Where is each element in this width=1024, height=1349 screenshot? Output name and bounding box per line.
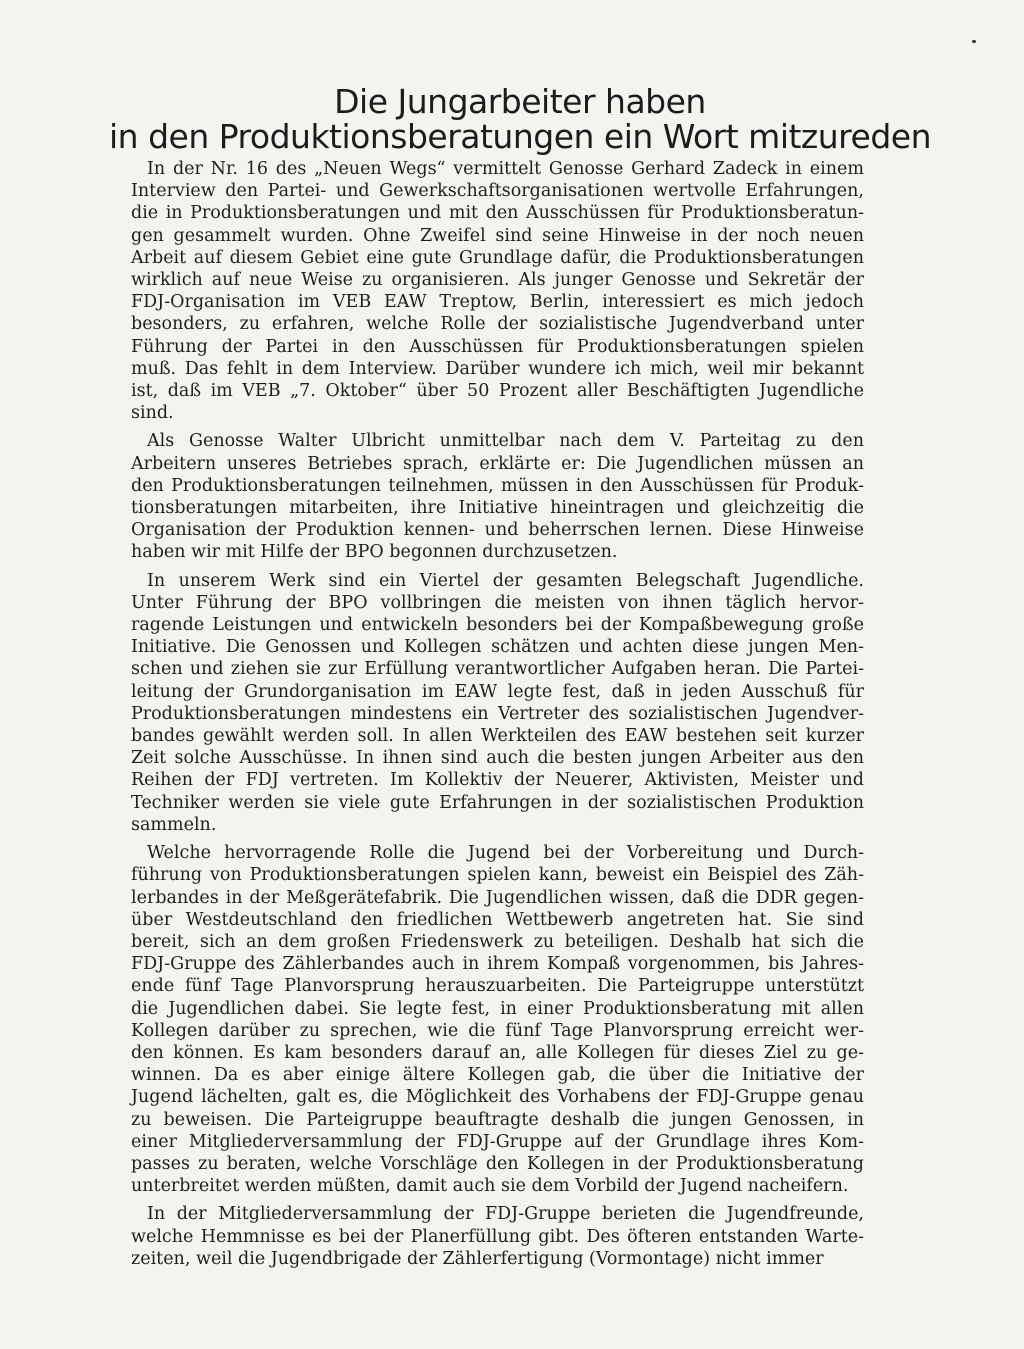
- text-line: Welche hervorragende Rolle die Jugend bei der Vorbereitung und Durch-: [147, 843, 864, 864]
- text-line: Jugend lächelten, galt es, die Möglichkeit des Vorhabens der FDJ-Gruppe genau: [131, 1087, 864, 1108]
- text-line: muß. Das fehlt in dem Interview. Darüber wundere ich mich, weil mir bekannt: [131, 358, 864, 379]
- text-line: In der Mitgliederversammlung der FDJ-Gruppe berieten die Jugendfreunde,: [147, 1204, 864, 1225]
- text-line: ragende Leistungen und entwickeln besonders bei der Kompaßbewegung große: [131, 615, 864, 636]
- text-line: FDJ-Gruppe des Zählerbandes auch in ihrem Kompaß vorgenommen, bis Jahres-: [131, 954, 864, 975]
- text-line: sind.: [131, 403, 174, 424]
- text-line: die Jugendlichen dabei. Sie legte fest, in einer Produktionsberatung mit allen: [131, 998, 864, 1019]
- text-line: bereit, sich an dem großen Friedenswerk zu beteiligen. Deshalb hat sich die: [131, 931, 864, 952]
- text-line: Interview den Partei- und Gewerkschaftsorganisationen wertvolle Erfahrungen,: [131, 181, 864, 202]
- scan-speck: [972, 40, 976, 43]
- text-line: schen und ziehen sie zur Erfüllung verantwortlicher Aufgaben heran. Die Partei-: [131, 659, 864, 680]
- text-line: tionsberatungen mitarbeiten, ihre Initiative hineintragen und gleichzeitig die: [131, 498, 864, 519]
- text-line: Kollegen darüber zu sprechen, wie die fünf Tage Planvorsprung erreicht wer-: [131, 1020, 864, 1041]
- paragraph: [131, 430, 864, 563]
- text-line: lerbandes in der Meßgerätefabrik. Die Jugendlichen wissen, daß die DDR gegen-: [131, 887, 864, 908]
- paragraph: [131, 158, 864, 424]
- text-line: Als Genosse Walter Ulbricht unmittelbar nach dem V. Parteitag zu den: [147, 431, 864, 452]
- text-line: leitung der Grundorganisation im EAW legte fest, daß in jeden Ausschuß für: [131, 681, 864, 702]
- text-line: bandes gewählt werden soll. In allen Werkteilen des EAW bestehen seit kurzer: [131, 726, 864, 747]
- text-line: Arbeitern unseres Betriebes sprach, erklärte er: Die Jugendlichen müssen an: [131, 453, 864, 474]
- text-line: sammeln.: [131, 814, 217, 835]
- text-line: unterbreitet werden müßten, damit auch sie dem Vorbild der Jugend nacheifern.: [131, 1176, 849, 1197]
- text-line: Führung der Partei in den Ausschüssen für Produktionsberatungen spielen: [131, 336, 864, 357]
- article-title-line-1: Die Jungarbeiter haben: [334, 82, 706, 121]
- text-line: Zeit solche Ausschüsse. In ihnen sind auch die besten jungen Arbeiter aus den: [131, 748, 864, 769]
- paragraph: [131, 842, 864, 1197]
- text-line: ist, daß im VEB „7. Oktober“ über 50 Prozent aller Beschäftigten Jugendliche: [131, 381, 864, 402]
- text-line: FDJ-Organisation im VEB EAW Treptow, Berlin, interessiert es mich jedoch: [131, 292, 864, 313]
- text-line: führung von Produktionsberatungen spielen kann, beweist ein Beispiel des Zäh-: [131, 865, 864, 886]
- text-line: den Produktionsberatungen teilnehmen, müssen in den Ausschüssen für Produk-: [131, 475, 864, 496]
- article-body: [131, 158, 864, 1276]
- text-line: passes zu beraten, welche Vorschläge den Kollegen in der Produktionsberatung: [131, 1153, 864, 1174]
- text-line: einer Mitgliederversammlung der FDJ-Gruppe auf der Grundlage ihres Kom-: [131, 1131, 864, 1152]
- paragraph: [131, 570, 864, 836]
- text-line: Arbeit auf diesem Gebiet eine gute Grundlage dafür, die Produktionsberatungen: [131, 247, 864, 268]
- text-line: In unserem Werk sind ein Viertel der gesamten Belegschaft Jugendliche.: [147, 570, 864, 591]
- text-line: Produktionsberatungen mindestens ein Vertreter des sozialistischen Jugendver-: [131, 703, 864, 724]
- text-line: über Westdeutschland den friedlichen Wettbewerb angetreten hat. Sie sind: [131, 909, 864, 930]
- paragraph: [131, 1203, 864, 1270]
- text-line: besonders, zu erfahren, welche Rolle der sozialistische Jugendverband unter: [131, 314, 864, 335]
- text-line: gen gesammelt wurden. Ohne Zweifel sind seine Hinweise in der noch neuen: [131, 225, 864, 246]
- text-line: In der Nr. 16 des „Neuen Wegs“ vermittelt Genosse Gerhard Zadeck in einem: [147, 159, 864, 179]
- text-line: die in Produktionsberatungen und mit den Ausschüssen für Produktionsberatun-: [131, 203, 864, 224]
- text-line: haben wir mit Hilfe der BPO begonnen durchzusetzen.: [131, 542, 618, 563]
- text-line: welche Hemmnisse es bei der Planerfüllung gibt. Des öfteren entstanden Warte-: [131, 1226, 864, 1247]
- text-line: Reihen der FDJ vertreten. Im Kollektiv der Neuerer, Aktivisten, Meister und: [131, 770, 864, 791]
- text-line: Initiative. Die Genossen und Kollegen schätzen und achten diese jungen Men-: [131, 637, 864, 658]
- text-line: zeiten, weil die Jugendbrigade der Zählerfertigung (Vormontage) nicht immer: [131, 1248, 824, 1269]
- text-line: ende fünf Tage Planvorsprung herauszuarbeiten. Die Parteigruppe unterstützt: [131, 976, 864, 997]
- text-line: Organisation der Produktion kennen- und beherrschen lernen. Diese Hinweise: [131, 520, 864, 541]
- article-title-line-2: in den Produktionsberatungen ein Wort mitzureden: [109, 117, 931, 156]
- text-line: Unter Führung der BPO vollbringen die meisten von ihnen täglich hervor-: [131, 592, 864, 613]
- text-line: den können. Es kam besonders darauf an, alle Kollegen für dieses Ziel zu ge-: [131, 1042, 864, 1063]
- text-line: winnen. Da es aber einige ältere Kollegen gab, die über die Initiative der: [131, 1065, 864, 1086]
- text-line: Techniker werden sie viele gute Erfahrungen in der sozialistischen Produktion: [131, 792, 864, 813]
- text-line: zu beweisen. Die Parteigruppe beauftragte deshalb die jungen Genossen, in: [131, 1109, 864, 1130]
- text-line: wirklich auf neue Weise zu organisieren. Als junger Genosse und Sekretär der: [131, 270, 864, 291]
